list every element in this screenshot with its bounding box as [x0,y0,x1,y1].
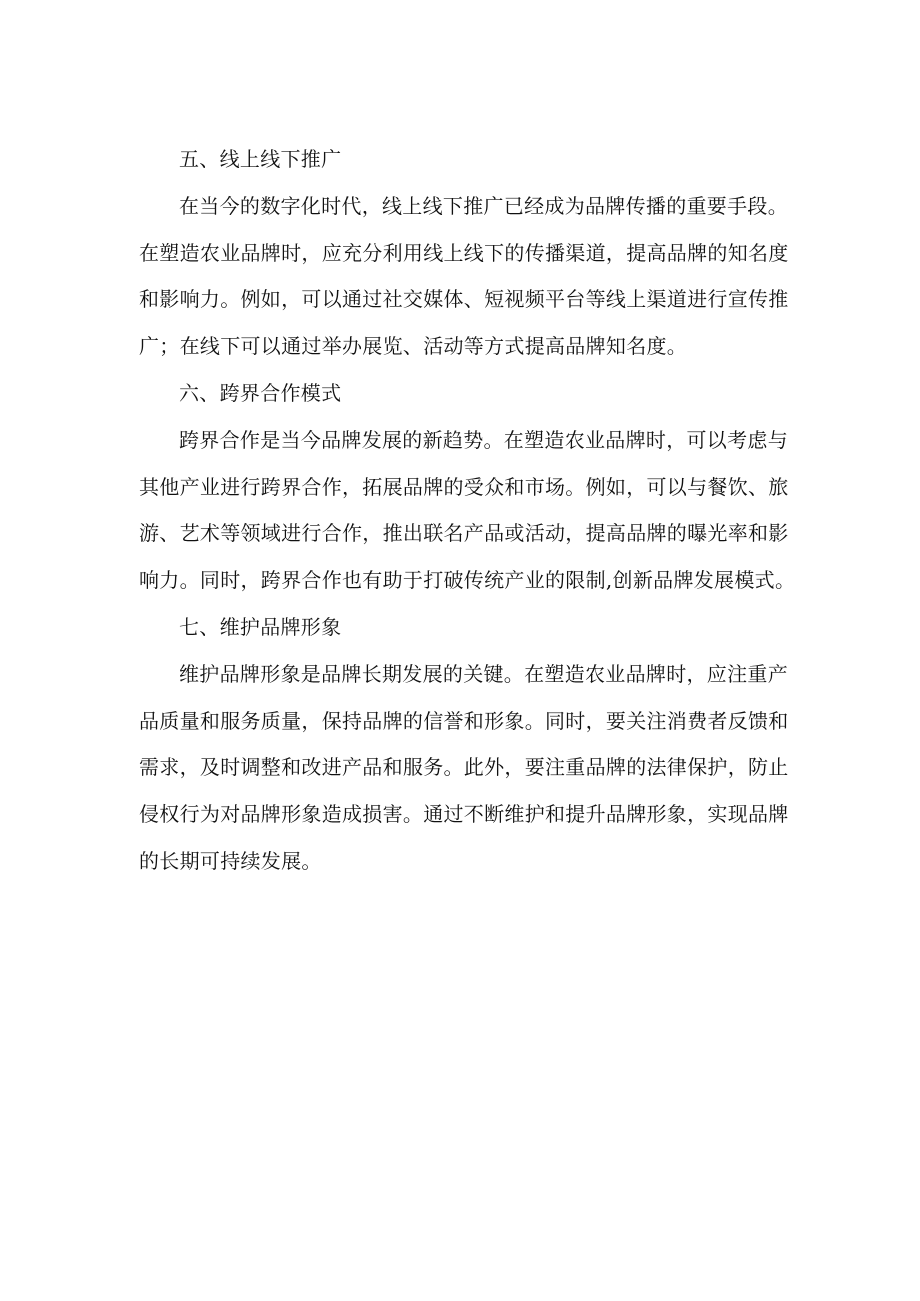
section-maintain-brand-image [139,604,789,885]
section-heading: 五、线上线下推广 [179,147,342,171]
section-paragraph [139,417,796,604]
paragraph-line: 其他产业进行跨界合作，拓展品牌的受众和市场。例如，可以与餐饮、旅 [139,474,789,499]
section-cross-industry-cooperation [139,370,796,604]
section-heading: 七、维护品牌形象 [179,614,342,639]
paragraph-line: 广；在线下可以通过举办展览、活动等方式提高品牌知名度。 [139,334,688,359]
paragraph-line: 和影响力。例如，可以通过社交媒体、短视频平台等线上渠道进行宣传推 [139,287,789,312]
paragraph-line: 在当今的数字化时代，线上线下推广已经成为品牌传播的重要手段。 [179,193,788,218]
paragraph-line: 跨界合作是当今品牌发展的新趋势。在塑造农业品牌时，可以考虑与 [179,427,788,452]
paragraph-line: 品质量和服务质量，保持品牌的信誉和形象。同时，要关注消费者反馈和 [139,708,789,733]
paragraph-line: 维护品牌形象是品牌长期发展的关键。在塑造农业品牌时，应注重产 [179,661,788,686]
section-paragraph [139,183,789,370]
paragraph-line: 的长期可持续发展。 [139,848,322,873]
paragraph-line: 侵权行为对品牌形象造成损害。通过不断维护和提升品牌形象，实现品牌 [139,802,789,827]
section-heading: 六、跨界合作模式 [179,380,342,405]
document-body [139,136,796,885]
paragraph-line: 在塑造农业品牌时，应充分利用线上线下的传播渠道，提高品牌的知名度 [139,240,789,265]
paragraph-line: 需求，及时调整和改进产品和服务。此外，要注重品牌的法律保护，防止 [139,755,789,780]
section-paragraph [139,651,789,885]
paragraph-line: 响力。同时，跨界合作也有助于打破传统产业的限制,创新品牌发展模式。 [139,568,796,593]
paragraph-line: 游、艺术等领域进行合作，推出联名产品或活动，提高品牌的曝光率和影 [139,521,789,546]
section-online-offline-promotion [139,136,789,370]
